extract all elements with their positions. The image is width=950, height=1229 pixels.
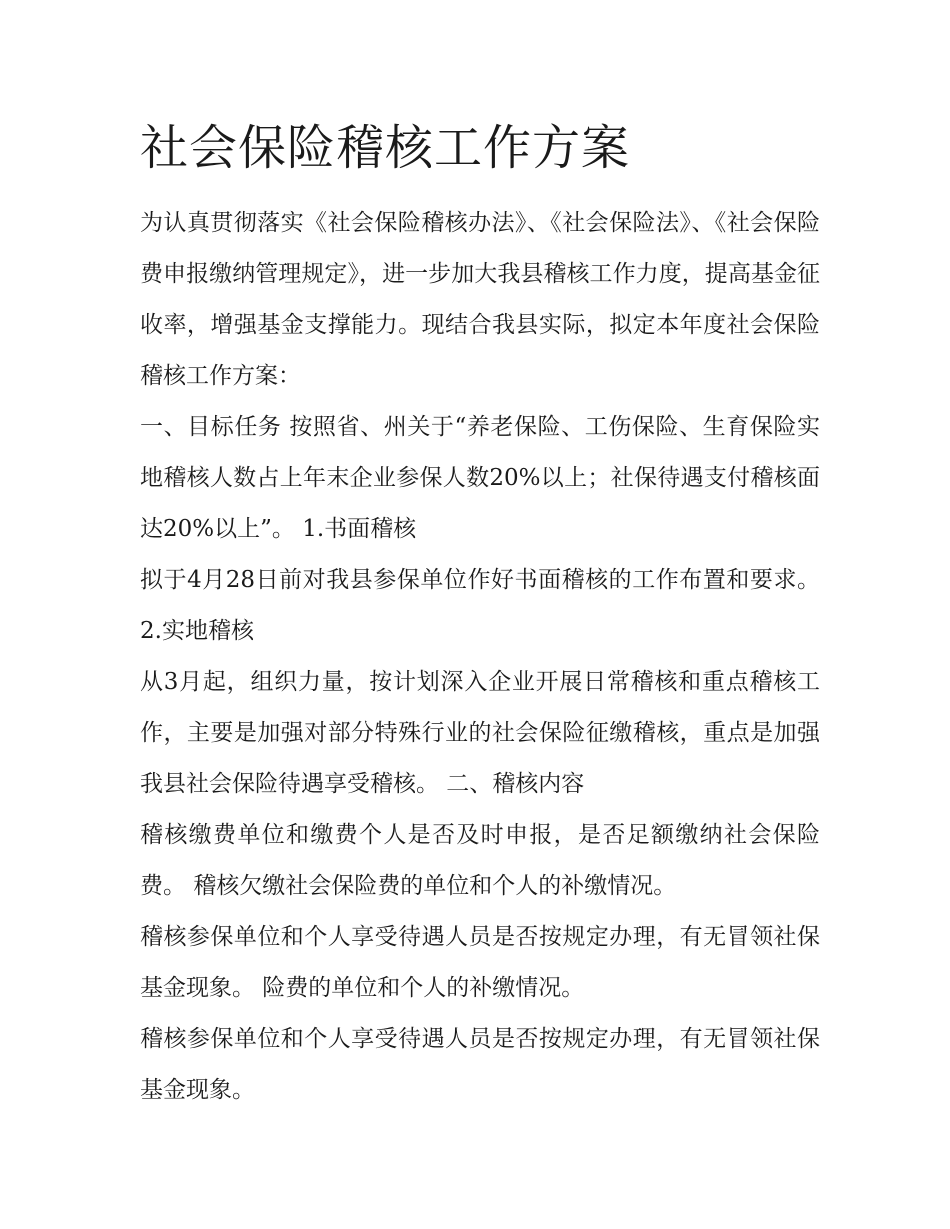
paragraph-onsite-audit: 从3月起，组织力量，按计划深入企业开展日常稽核和重点稽核工作，主要是加强对部分特殊行业的社会保险征缴稽核，重点是加强我县社会保险待遇享受稽核。 二、稽核内容 [140, 669, 820, 797]
document-title: 社会保险稽核工作方案 [140, 120, 631, 176]
paragraph-written-audit: 拟于4月28日前对我县参保单位作好书面稽核的工作布置和要求。 2.实地稽核 [140, 567, 820, 644]
paragraph-audit-content-1: 稽核缴费单位和缴费个人是否及时申报，是否足额缴纳社会保险费。 稽核欠缴社会保险费的单位和个人的补缴情况。 [140, 822, 820, 899]
paragraph-audit-content-3: 稽核参保单位和个人享受待遇人员是否按规定办理，有无冒领社保基金现象。 [140, 1026, 820, 1103]
paragraph-objectives: 一、目标任务 按照省、州关于“养老保险、工伤保险、生育保险实地稽核人数占上年末企业参保人数20%以上；社保待遇支付稽核面达20%以上”。 1.书面稽核 [140, 414, 820, 542]
paragraph-intro: 为认真贯彻落实《社会保险稽核办法》、《社会保险法》、《社会保险费申报缴纳管理规定》，进一步加大我县稽核工作力度，提高基金征收率，增强基金支撑能力。现结合我县实际，拟定本年度社会保险稽核工作方案： [140, 210, 820, 389]
paragraph-audit-content-2: 稽核参保单位和个人享受待遇人员是否按规定办理，有无冒领社保基金现象。 险费的单位和个人的补缴情况。 [140, 924, 820, 1001]
document-body [140, 112, 820, 1116]
